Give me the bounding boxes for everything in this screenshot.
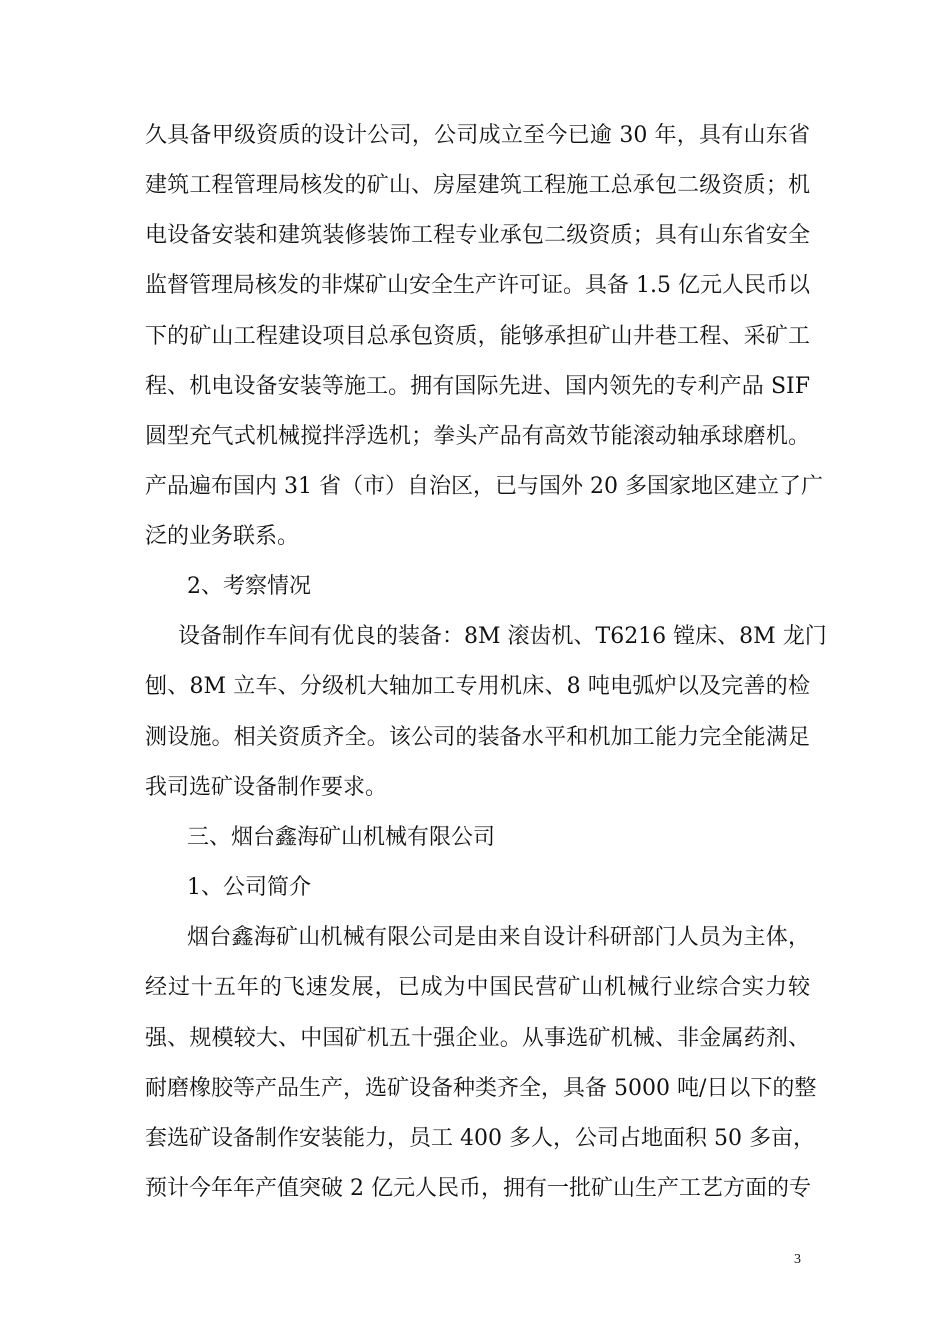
text-line: 我司选矿设备制作要求。 [145,775,388,800]
text-line: 预计今年年产值突破 2 亿元人民币，拥有一批矿山生产工艺方面的专 [145,1176,811,1201]
text-line: 泛的业务联系。 [145,524,300,549]
section-heading-company: 三、烟台鑫海矿山机械有限公司 [187,825,496,850]
text-line: 建筑工程管理局核发的矿山、房屋建筑工程施工总承包二级资质；机 [145,173,810,198]
text-line: 测设施。相关资质齐全。该公司的装备水平和机加工能力完全能满足 [145,725,810,750]
text-line: 电设备安装和建筑装修装饰工程专业承包二级资质；具有山东省安全 [145,223,810,248]
subheading-company-intro: 1、公司简介 [187,875,311,900]
text-line: 经过十五年的飞速发展，已成为中国民营矿山机械行业综合实力较 [145,975,810,1000]
page-number: 3 [794,1252,801,1267]
text-line: 下的矿山工程建设项目总承包资质，能够承担矿山井巷工程、采矿工 [145,324,810,349]
text-line: 刨、8M 立车、分级机大轴加工专用机床、8 吨电弧炉以及完善的检 [145,674,810,699]
text-line: 监督管理局核发的非煤矿山安全生产许可证。具备 1.5 亿元人民币以 [145,273,810,298]
text-line: 程、机电设备安装等施工。拥有国际先进、国内领先的专利产品 SIF [145,374,810,399]
subheading-inspection: 2、考察情况 [187,574,311,599]
text-line: 烟台鑫海矿山机械有限公司是由来自设计科研部门人员为主体， [187,925,810,950]
text-line: 耐磨橡胶等产品生产，选矿设备种类齐全，具备 5000 吨/日以下的整 [145,1076,817,1101]
text-line: 圆型充气式机械搅拌浮选机；拳头产品有高效节能滚动轴承球磨机。 [145,424,810,449]
text-line: 产品遍布国内 31 省（市）自治区，已与国外 20 多国家地区建立了广 [145,474,823,499]
text-line: 强、规模较大、中国矿机五十强企业。从事选矿机械、非金属药剂、 [145,1026,810,1051]
text-line: 久具备甲级资质的设计公司，公司成立至今已逾 30 年，具有山东省 [145,123,810,148]
text-line: 设备制作车间有优良的装备：8M 滚齿机、T6216 镗床、8M 龙门 [178,624,827,649]
text-line: 套选矿设备制作安装能力，员工 400 多人，公司占地面积 50 多亩， [145,1126,815,1151]
